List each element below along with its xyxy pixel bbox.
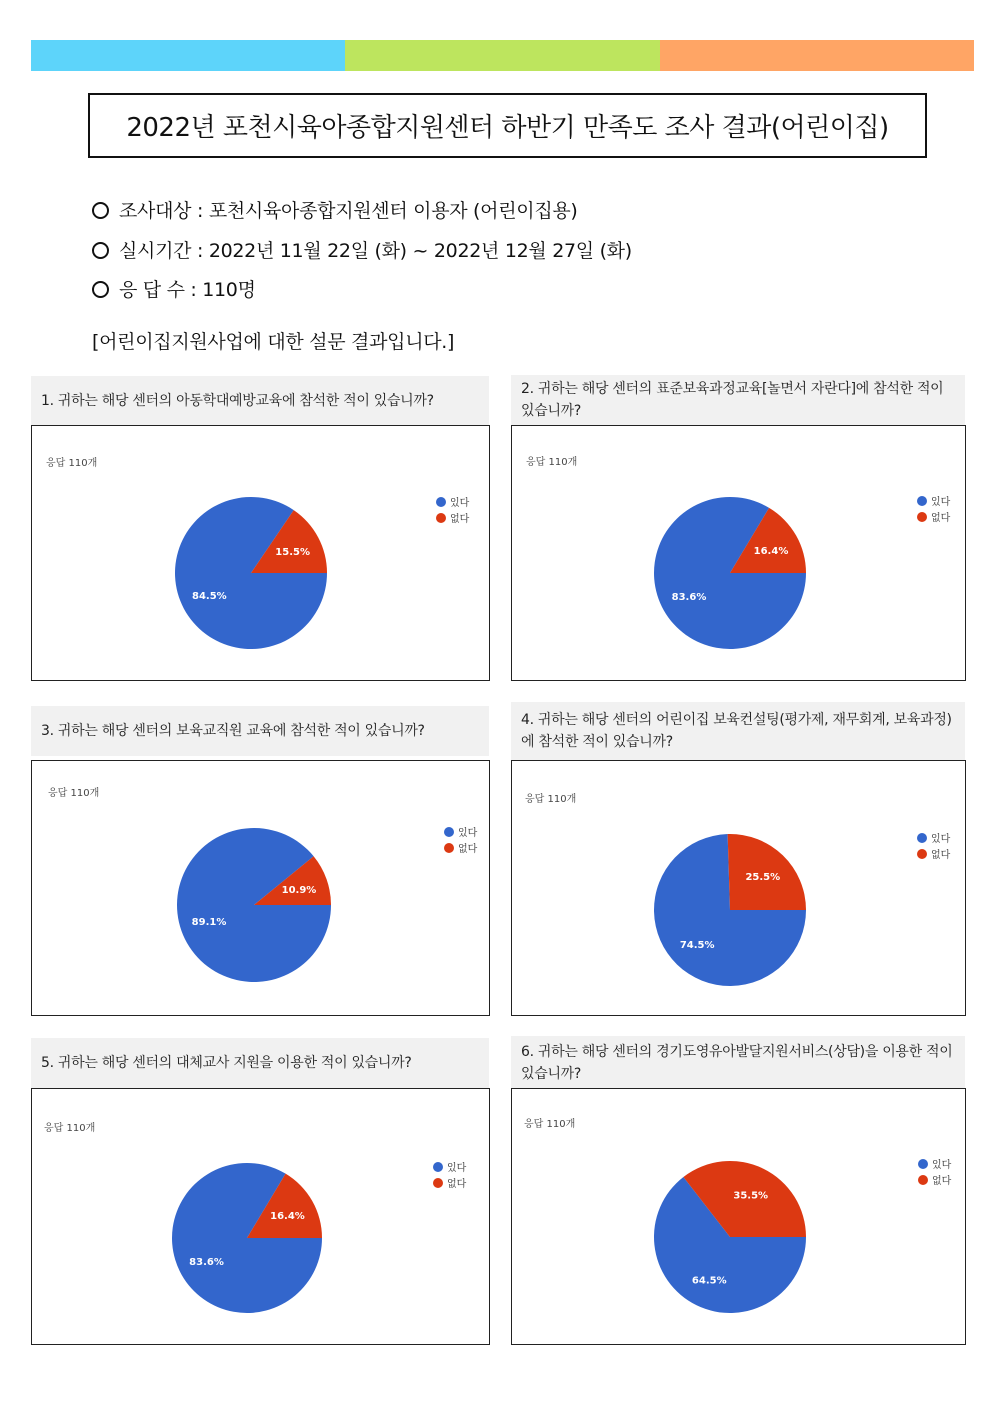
color-bar-blue (31, 40, 345, 71)
legend-label-yes: 있다 (447, 1163, 467, 1174)
chart-card (511, 425, 966, 681)
question-title: 3. 귀하는 해당 센터의 보육교직원 교육에 참석한 적이 있습니까? (31, 706, 489, 756)
slice-label-yes: 84.5% (192, 591, 227, 603)
slice-label-no: 15.5% (275, 546, 310, 558)
target-value: 포천시육아종합지원센터 이용자 (어린이집용) (208, 200, 578, 222)
legend-label-yes: 있다 (932, 1160, 952, 1171)
legend-label-no: 없다 (931, 513, 951, 524)
legend-dot-no (918, 1175, 928, 1185)
response-count: 응답 110개 (46, 458, 98, 469)
chart-card (31, 1088, 490, 1345)
page-title: 2022년 포천시육아종합지원센터 하반기 만족도 조사 결과(어린이집) (126, 113, 889, 143)
period-value: 2022년 11월 22일 (화) ~ 2022년 12월 27일 (화) (208, 240, 632, 262)
slice-label-no: 16.4% (753, 545, 789, 557)
pie-chart (32, 1089, 491, 1346)
pie-chart (512, 1089, 967, 1346)
legend-label-no: 없다 (931, 850, 951, 861)
legend-label-no: 없다 (450, 514, 470, 525)
period-label: 실시기간 : (119, 240, 204, 262)
slice-label-no: 10.9% (281, 884, 317, 896)
slice-label-no: 25.5% (745, 872, 781, 884)
response-count: 응답 110개 (48, 788, 100, 799)
color-bar (31, 40, 974, 71)
legend-dot-no (917, 849, 927, 859)
question-title: 1. 귀하는 해당 센터의 아동학대예방교육에 참석한 적이 있습니까? (31, 376, 489, 426)
intro-text: [어린이집지원사업에 대한 설문 결과입니다.] (92, 331, 455, 353)
response-count: 응답 110개 (525, 794, 577, 805)
chart-card (511, 760, 966, 1016)
chart-card (511, 1088, 966, 1345)
pie-chart (512, 426, 967, 682)
chart-card (31, 760, 490, 1016)
legend-dot-no (433, 1178, 443, 1188)
count-label: 응 답 수 : (119, 279, 197, 301)
slice-label-yes: 83.6% (189, 1256, 224, 1268)
slice-label-yes: 74.5% (679, 939, 715, 951)
slice-label-yes: 83.6% (671, 592, 707, 604)
legend-dot-yes (918, 1159, 928, 1169)
legend-dot-no (917, 512, 927, 522)
response-count: 응답 110개 (44, 1123, 96, 1134)
slice-label-yes: 89.1% (191, 917, 227, 929)
legend-label-yes: 있다 (931, 497, 951, 508)
legend-label-no: 없다 (458, 844, 478, 855)
pie-chart (512, 761, 967, 1017)
legend-dot-yes (433, 1162, 443, 1172)
info-period (92, 236, 632, 263)
slice-label-yes: 64.5% (691, 1275, 727, 1287)
legend-label-yes: 있다 (450, 498, 470, 509)
target-label: 조사대상 : (119, 200, 204, 222)
legend-dot-no (444, 843, 454, 853)
legend-label-yes: 있다 (458, 828, 478, 839)
circle-bullet-icon (92, 242, 109, 259)
question-title: 5. 귀하는 해당 센터의 대체교사 지원을 이용한 적이 있습니까? (31, 1038, 489, 1088)
pie-chart (32, 426, 491, 682)
pie-chart (32, 761, 491, 1017)
legend-label-no: 없다 (932, 1176, 952, 1187)
slice-label-no: 16.4% (270, 1211, 305, 1223)
count-value: 110명 (202, 279, 256, 301)
legend-label-no: 없다 (447, 1179, 467, 1190)
response-count: 응답 110개 (524, 1119, 576, 1130)
slice-label-no: 35.5% (733, 1190, 769, 1202)
legend-dot-yes (444, 827, 454, 837)
circle-bullet-icon (92, 281, 109, 298)
color-bar-orange (660, 40, 974, 71)
legend-dot-yes (436, 497, 446, 507)
color-bar-green (345, 40, 659, 71)
legend-dot-yes (917, 496, 927, 506)
response-count: 응답 110개 (526, 457, 578, 468)
question-title: 2. 귀하는 해당 센터의 표준보육과정교육[놀면서 자란다]에 참석한 적이 있습니까? (511, 375, 965, 425)
question-title: 4. 귀하는 해당 센터의 어린이집 보육컨설팅(평가제, 재무회계, 보육과정)에 참석한 적이 있습니까? (511, 702, 965, 760)
info-count (92, 275, 256, 302)
info-target (92, 196, 578, 223)
chart-card (31, 425, 490, 681)
question-title: 6. 귀하는 해당 센터의 경기도영유아발달지원서비스(상담)을 이용한 적이 있습니까? (511, 1036, 965, 1090)
circle-bullet-icon (92, 202, 109, 219)
legend-dot-no (436, 513, 446, 523)
legend-label-yes: 있다 (931, 834, 951, 845)
legend-dot-yes (917, 833, 927, 843)
title-box (88, 93, 927, 158)
